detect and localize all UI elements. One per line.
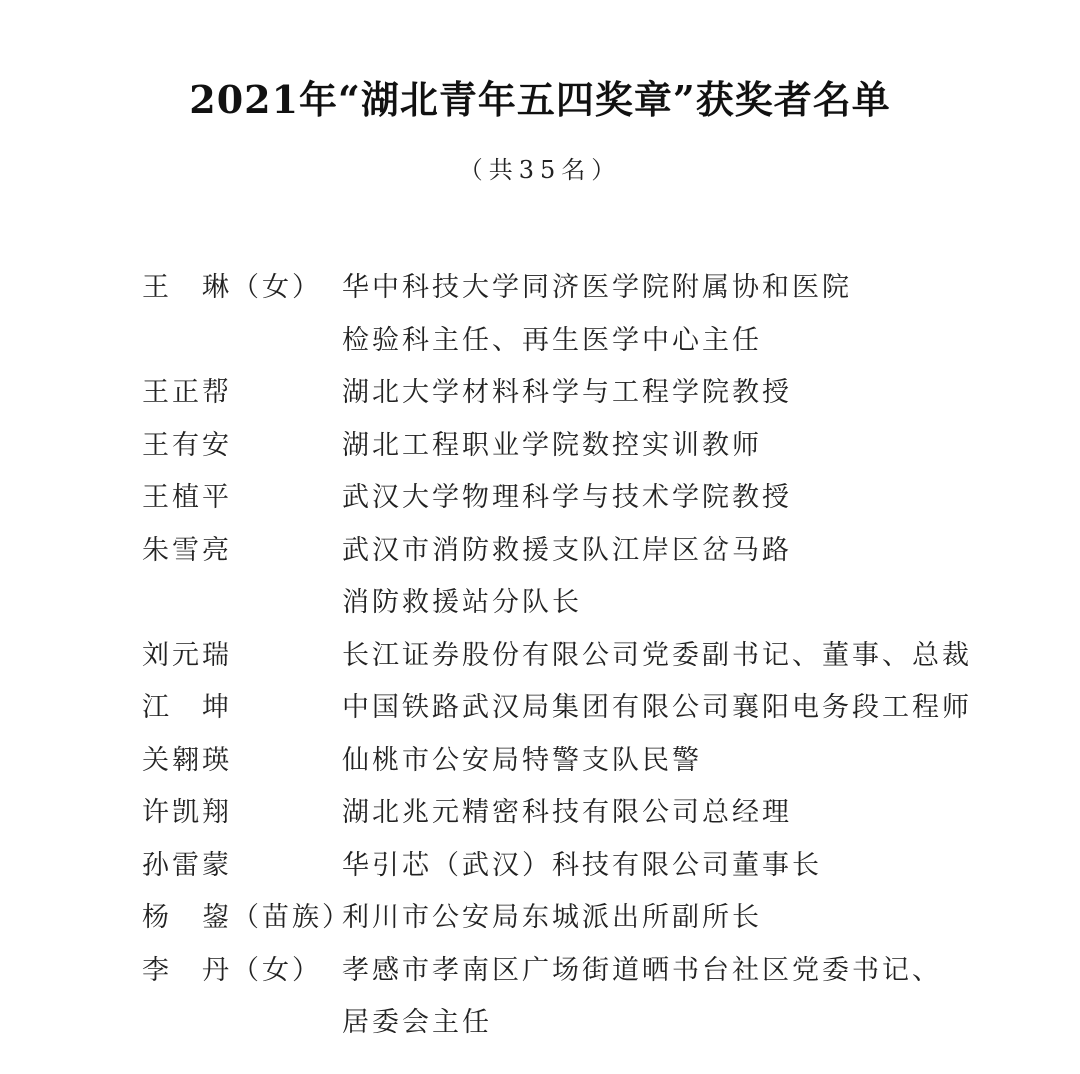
position-line: 孝感市孝南区广场街道晒书台社区党委书记、 [342,954,942,986]
awardee-name: 孙雷蒙 [142,849,232,881]
awardee-name: 李 丹（女） [142,954,322,986]
position-line: 华中科技大学同济医学院附属协和医院 [342,272,852,303]
position-line: 利川市公安局东城派出所副所长 [342,902,762,933]
awardee-position [342,787,1080,840]
awardee-position [342,892,1080,945]
awardee-name: 王正帮 [142,377,232,408]
awardee-position [342,945,1080,1050]
awardee-name: 刘元瑞 [142,639,232,671]
awardee-entry [0,262,1080,367]
awardee-entry [0,840,1080,893]
awardee-entry [0,472,1080,525]
position-line: 长江证券股份有限公司党委副书记、董事、总裁 [342,639,972,671]
awardee-name: 许凯翔 [142,797,232,828]
awardee-position [342,367,1080,420]
awardee-entry [0,945,1080,1050]
awardee-name: 杨 鋆（苗族） [142,902,352,933]
awardee-name: 王 琳（女） [142,272,322,303]
position-line: 检验科主任、再生医学中心主任 [342,324,762,356]
awardee-entry [0,892,1080,945]
awardee-name: 王植平 [142,482,232,513]
awardee-entry [0,420,1080,473]
awardee-position [342,262,1080,367]
position-line: 武汉大学物理科学与技术学院教授 [342,482,792,513]
awardee-list [0,262,1080,1050]
awardee-position [342,630,1080,683]
awardee-position [342,420,1080,473]
awardee-position [342,682,1080,735]
position-line: 湖北工程职业学院数控实训教师 [342,429,762,461]
position-line: 消防救援站分队长 [342,587,582,618]
awardee-name: 王有安 [142,429,232,461]
position-line: 武汉市消防救援支队江岸区岔马路 [342,534,792,566]
awardee-entry [0,787,1080,840]
awardee-entry [0,735,1080,788]
awardee-entry [0,630,1080,683]
position-line: 湖北兆元精密科技有限公司总经理 [342,797,792,828]
position-line: 华引芯（武汉）科技有限公司董事长 [342,849,822,881]
document-subtitle: （共35名） [458,156,622,184]
awardee-name: 关翱瑛 [142,744,232,776]
awardee-position [342,525,1080,630]
awardee-name: 朱雪亮 [142,534,232,566]
position-line: 居委会主任 [342,1007,492,1038]
awardee-entry [0,367,1080,420]
document-title: 2021年“湖北青年五四奖章”获奖者名单 [189,77,891,122]
position-line: 中国铁路武汉局集团有限公司襄阳电务段工程师 [342,692,972,723]
awardee-position [342,735,1080,788]
position-line: 湖北大学材料科学与工程学院教授 [342,377,792,408]
position-line: 仙桃市公安局特警支队民警 [342,744,702,776]
awardee-entry [0,682,1080,735]
awardee-position [342,472,1080,525]
awardee-position [342,840,1080,893]
awardee-entry [0,525,1080,630]
awardee-name: 江 坤 [142,692,232,723]
